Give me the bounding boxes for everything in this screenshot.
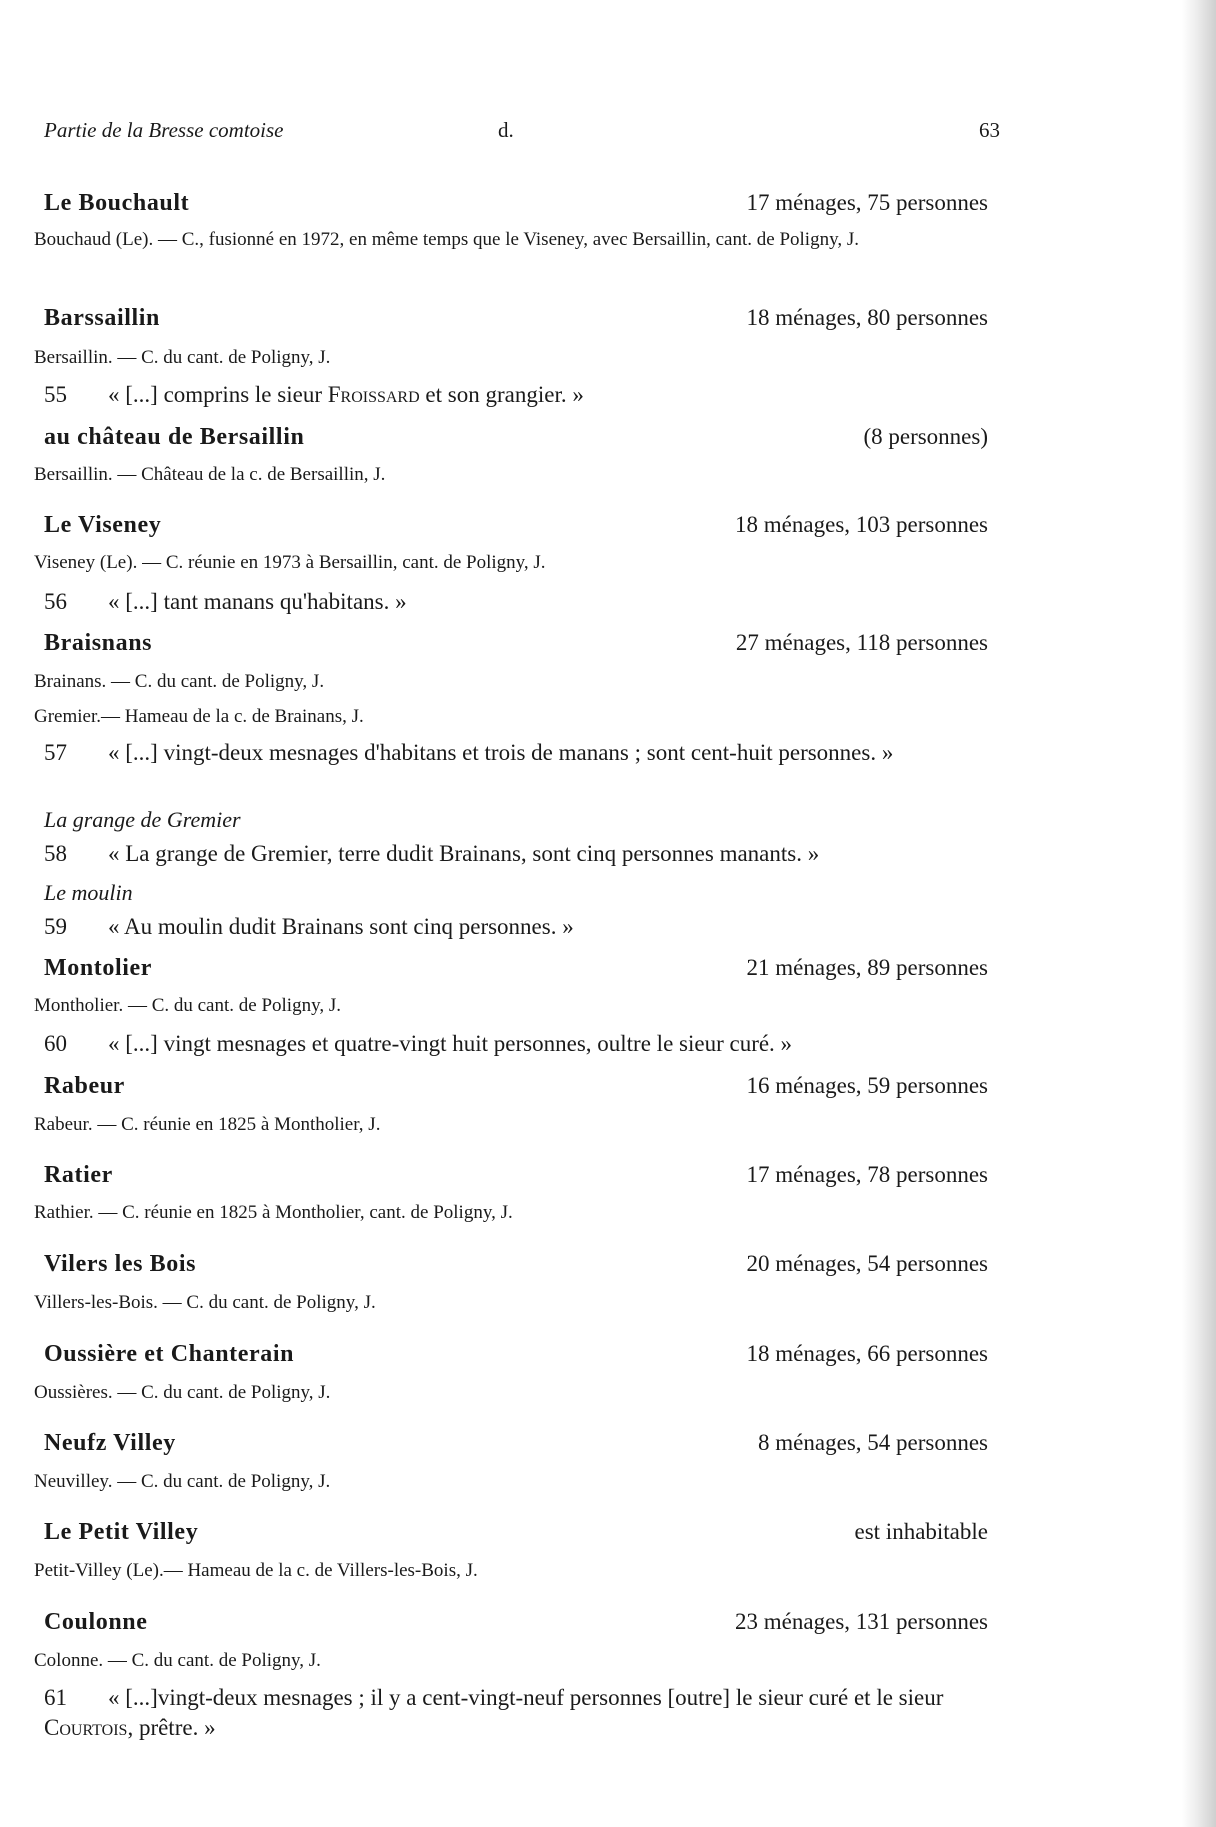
entry-heading	[44, 1430, 988, 1460]
household-count: 17 ménages, 78 personnes	[746, 1162, 988, 1187]
entry-heading	[44, 424, 988, 454]
quote-text: « La grange de Gremier, terre dudit Brainans, sont cinq personnes manants. »	[108, 841, 820, 866]
subheading-moulin: Le moulin	[44, 880, 133, 905]
entry-heading	[44, 305, 988, 335]
place-note: Neuvilley. — C. du cant. de Poligny, J.	[34, 1471, 331, 1492]
household-count: 20 ménages, 54 personnes	[746, 1251, 988, 1276]
place-name: Vilers les Bois	[44, 1251, 197, 1277]
place-name: Braisnans	[44, 630, 153, 656]
place-name: Le Bouchault	[44, 190, 190, 216]
quote-text: « [...] vingt mesnages et quatre-vingt huit personnes, oultre le sieur curé. »	[108, 1031, 793, 1056]
place-note: Brainans. — C. du cant. de Poligny, J.	[34, 671, 325, 692]
place-note: Rathier. — C. réunie en 1825 à Montholier, cant. de Poligny, J.	[34, 1202, 513, 1223]
place-name: au château de Bersaillin	[44, 424, 305, 450]
quote-text: « Au moulin dudit Brainans sont cinq personnes. »	[108, 914, 574, 939]
quote-number: 61	[44, 1685, 67, 1710]
running-head-section: d.	[498, 118, 514, 142]
household-count: 27 ménages, 118 personnes	[735, 630, 988, 655]
quote-name: Courtois	[44, 1715, 128, 1740]
place-note: Viseney (Le). — C. réunie en 1973 à Bersaillin, cant. de Poligny, J.	[34, 552, 546, 573]
place-note: Bouchaud (Le). — C., fusionné en 1972, en même temps que le Viseney, avec Bersaillin, cant. de Poligny, J.	[34, 229, 859, 250]
entry-heading	[44, 512, 988, 542]
household-count: 8 ménages, 54 personnes	[758, 1430, 988, 1455]
quote-60	[44, 1029, 994, 1059]
quote-number: 58	[44, 841, 67, 866]
entry-heading	[44, 190, 988, 220]
quote-number: 60	[44, 1031, 67, 1056]
quote-58	[44, 839, 994, 869]
quote-59	[44, 912, 994, 942]
quote-56	[44, 587, 994, 617]
household-count: 18 ménages, 66 personnes	[746, 1341, 988, 1366]
quote-name: Froissard	[327, 382, 420, 407]
place-note-hamlet: Gremier.— Hameau de la c. de Brainans, J.	[34, 706, 364, 727]
place-note: Bersaillin. — Château de la c. de Bersaillin, J.	[34, 464, 386, 485]
place-name: Montolier	[44, 955, 153, 981]
household-count: (8 personnes)	[863, 424, 988, 449]
place-note: Montholier. — C. du cant. de Poligny, J.	[34, 995, 341, 1016]
place-note: Bersaillin. — C. du cant. de Poligny, J.	[34, 347, 331, 368]
household-count: 21 ménages, 89 personnes	[746, 955, 988, 980]
quote-55	[44, 380, 994, 410]
household-count: 18 ménages, 80 personnes	[746, 305, 988, 330]
entry-heading	[44, 955, 988, 985]
place-note: Villers-les-Bois. — C. du cant. de Poligny, J.	[34, 1292, 376, 1313]
quote-61	[44, 1683, 994, 1743]
place-name: Rabeur	[44, 1073, 125, 1099]
quote-number: 56	[44, 589, 67, 614]
entry-heading	[44, 630, 988, 660]
quote-number: 57	[44, 740, 67, 765]
quote-text: « [...] vingt-deux mesnages d'habitans et trois de manans ; sont cent-huit personnes. »	[108, 740, 894, 765]
quote-57	[44, 738, 994, 768]
household-count: est inhabitable	[854, 1519, 988, 1544]
quote-text-end: , prêtre. »	[127, 1715, 216, 1740]
place-name: Neufz Villey	[44, 1430, 176, 1456]
place-name: Ratier	[44, 1162, 113, 1188]
entry-heading	[44, 1073, 988, 1103]
place-name: Le Viseney	[44, 512, 162, 538]
page-number: 63	[979, 118, 1000, 142]
household-count: 23 ménages, 131 personnes	[735, 1609, 988, 1634]
entry-heading	[44, 1519, 988, 1549]
running-head-title: Partie de la Bresse comtoise	[44, 118, 284, 142]
place-name: Barssaillin	[44, 305, 160, 331]
household-count: 17 ménages, 75 personnes	[746, 190, 988, 215]
quote-number: 59	[44, 914, 67, 939]
quote-number: 55	[44, 382, 67, 407]
entry-heading	[44, 1251, 988, 1281]
quote-text: « [...]vingt-deux mesnages ; il y a cent-vingt-neuf personnes [outre] le sieur curé et le sieur	[108, 1685, 944, 1710]
quote-text-end: et son grangier. »	[419, 382, 584, 407]
running-head	[44, 118, 1000, 148]
place-note: Oussières. — C. du cant. de Poligny, J.	[34, 1382, 331, 1403]
entry-heading	[44, 1609, 988, 1639]
quote-text: « [...] tant manans qu'habitans. »	[108, 589, 407, 614]
entry-heading	[44, 1341, 988, 1371]
place-note: Petit-Villey (Le).— Hameau de la c. de Villers-les-Bois, J.	[34, 1560, 478, 1581]
place-name: Coulonne	[44, 1609, 148, 1635]
household-count: 16 ménages, 59 personnes	[746, 1073, 988, 1098]
quote-text: « [...] comprins le sieur	[108, 382, 328, 407]
household-count: 18 ménages, 103 personnes	[735, 512, 988, 537]
place-name: Oussière et Chanterain	[44, 1341, 295, 1367]
place-note: Rabeur. — C. réunie en 1825 à Montholier, J.	[34, 1114, 381, 1135]
subheading-grange: La grange de Gremier	[44, 807, 241, 832]
entry-heading	[44, 1162, 988, 1192]
place-name: Le Petit Villey	[44, 1519, 199, 1545]
place-note: Colonne. — C. du cant. de Poligny, J.	[34, 1650, 321, 1671]
